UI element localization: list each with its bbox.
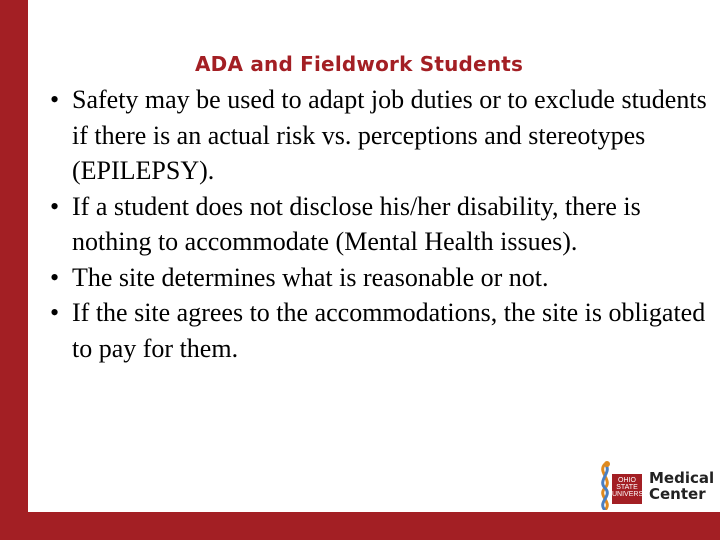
medical-center-logo [595,460,715,512]
bullet-icon: • [50,298,60,327]
bullet-icon: • [50,85,60,114]
bullet-icon: • [50,191,60,221]
logo-line1: Medical [649,469,715,487]
bullet-list [48,82,708,366]
slide-title: ADA and Fieldwork Students [195,52,524,76]
slide-frame-left [0,0,28,540]
bullet-icon: • [50,262,60,292]
slide-frame-bottom [0,512,720,540]
bullet-item [48,295,708,366]
bullet-item [48,82,708,189]
bullet-text: Safety may be used to adapt job duties or to exclude students if there is an actual risk vs. perceptions and stereotypes (EPILEPSY). [72,85,707,185]
logo-wordmark [649,470,714,502]
logo-line2: Center [649,485,706,503]
bullet-text: If the site agrees to the accommodations, the site is obligated to pay for them. [72,298,706,363]
bullet-text: If a student does not disclose his/her disability, there is nothing to accommodate (Mental Health issues). [72,191,641,256]
osu-logo-block: OHIO STATE UNIVERSITY [612,474,642,504]
bullet-item [48,260,708,296]
bullet-item [48,189,708,260]
bullet-text: The site determines what is reasonable or not. [72,262,549,292]
